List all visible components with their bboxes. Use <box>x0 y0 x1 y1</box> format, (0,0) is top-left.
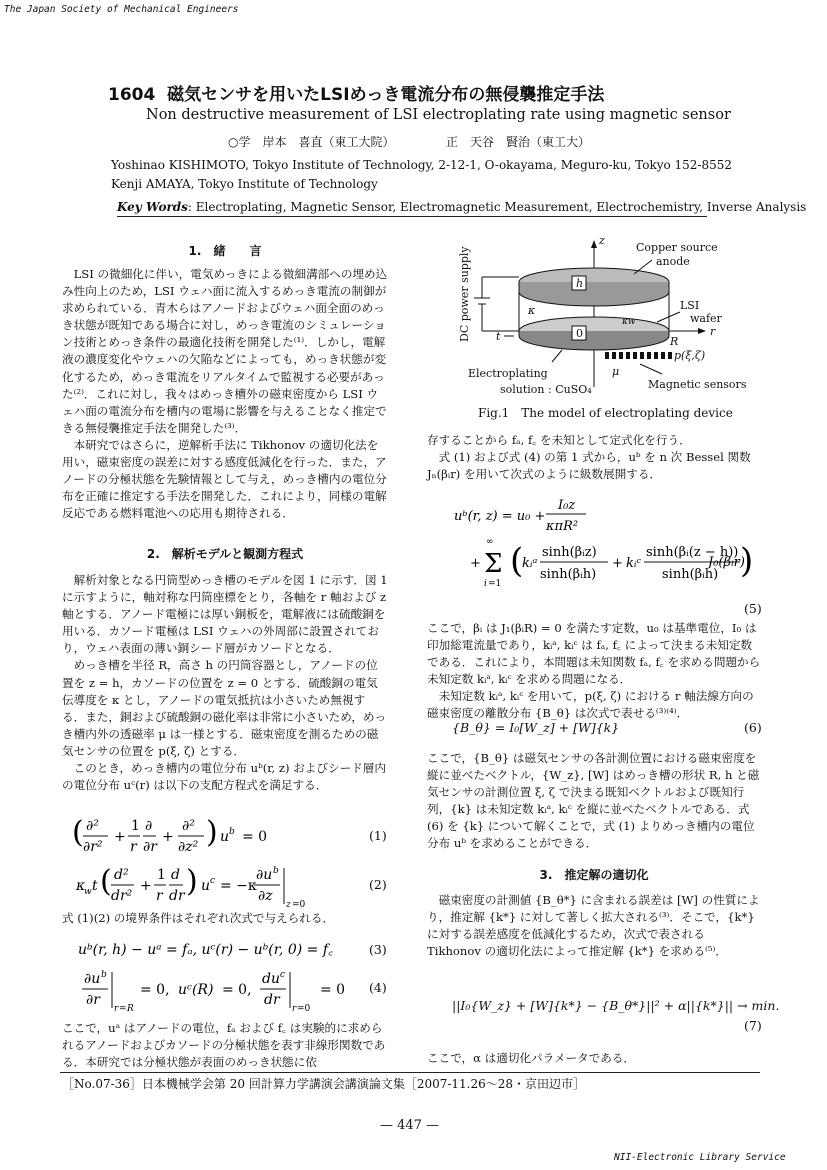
section-2-title: 2. 解析モデルと観測方程式 <box>146 547 304 561</box>
svg-text:sinh(βᵢ(z − h)): sinh(βᵢ(z − h)) <box>646 545 739 560</box>
left-bc-intro <box>62 910 388 927</box>
fig-label-lsi: LSI <box>680 299 700 312</box>
svg-text:∂z²: ∂z² <box>178 839 199 855</box>
fig-label-electroplating: Electroplating <box>468 367 548 380</box>
fig-label-kw: κw <box>622 317 636 327</box>
page-number: — 447 — <box>380 1118 440 1133</box>
svg-text:∂z: ∂z <box>258 888 273 904</box>
paragraph: 存することから fₐ, f꜀ を未知として定式化を行う． <box>427 433 691 447</box>
svg-text:= 0: = 0 <box>320 982 346 998</box>
keywords: : Electroplating, Magnetic Sensor, Electromagnetic Measurement, Electrochemistry, Inverse Analysis <box>187 200 807 214</box>
svg-text:z: z <box>286 900 291 910</box>
svg-text:du: du <box>262 971 280 987</box>
svg-text:= 0,: = 0, <box>140 982 170 998</box>
svg-text:uᵇ(r, z) = u₀ +: uᵇ(r, z) = u₀ + <box>454 509 546 524</box>
fig-label-R: R <box>670 335 679 348</box>
right-eq6-explain <box>427 750 761 853</box>
society-header: The Japan Society of Mechanical Engineers <box>4 4 239 15</box>
svg-text:∞: ∞ <box>486 537 494 547</box>
right-sec3-text <box>427 892 761 960</box>
svg-text:r: r <box>130 839 137 855</box>
equation-6: {B_θ} = I₀[W_z] + [W]{k} <box>452 720 620 735</box>
svg-text:): ) <box>186 864 198 899</box>
equation-1-label: (1) <box>369 828 387 843</box>
svg-text:): ) <box>206 815 218 850</box>
svg-text:=: = <box>119 1004 127 1014</box>
svg-text:sinh(βᵢh): sinh(βᵢh) <box>540 567 597 582</box>
left-model <box>62 572 388 794</box>
svg-text:∂u: ∂u <box>84 971 101 987</box>
svg-text:= 0: = 0 <box>242 829 268 845</box>
svg-text:(: ( <box>510 541 524 581</box>
svg-text:d²: d² <box>114 867 129 883</box>
svg-text:sinh(βᵢh): sinh(βᵢh) <box>662 567 719 582</box>
paragraph: 式 (1) および式 (4) の第 1 式から，uᵇ を n 次 Bessel 関数 Jₙ(βᵢr) を用いて次式のように級数展開する． <box>427 450 751 482</box>
affiliation-2: Kenji AMAYA, Tokyo Institute of Technology <box>111 177 378 191</box>
authors-ja-1: ○学 岸本 喜直（東工大院） <box>228 135 395 149</box>
svg-text:c: c <box>210 876 216 886</box>
figure-1 <box>452 232 782 432</box>
svg-text:b: b <box>273 866 279 876</box>
section-1-title: 1. 緒 言 <box>188 244 262 258</box>
svg-text:+: + <box>114 829 126 845</box>
paragraph: LSI の微細化に伴い，電気めっきによる微細溝部への埋め込み性向上のため，LSI ウェハ面に流入するめっき電流の制御が求められている．青木らはアノードおよびウェハ面全面のめっき状態が既知である場合に対し，めっき電流のシミュレーション技術とめっき条件の最適化技術を開発した⁽¹⁾．しかし，電解液の濃度変化やウェハの欠陥などによっても，めっき状態が変化するため，めっき電流をリアルタイムで監視する必要があった⁽²⁾．これに対し，我々はめっき槽外の磁束密度から LSI ウェハ面の電流分布を槽内の電場に影響を与えることなく推定できる無侵襲推定手法を開発した⁽³⁾． <box>62 267 388 435</box>
equation-3 <box>70 936 370 962</box>
paragraph: このとき，めっき槽内の電位分布 uᵇ(r, z) およびシード層内の電位分布 uᶜ(r) は以下の支配方程式を満足する． <box>62 761 386 793</box>
footer-rule <box>60 1072 760 1073</box>
fig-label-wafer: wafer <box>690 312 722 325</box>
fig-label-kappa: κ <box>528 304 536 317</box>
keywords-rule <box>117 216 707 217</box>
svg-text:u: u <box>220 829 230 845</box>
svg-text:dr²: dr² <box>111 888 133 904</box>
fig-label-copper: Copper source <box>636 241 718 254</box>
svg-text:uᵇ(r, h) − uᵃ = fₐ, uᶜ(r) −: uᵇ(r, h) − uᵃ = fₐ, uᶜ(r) − uᵇ(r, 0) = f꜀ <box>78 942 333 958</box>
fig-axis-z: z <box>599 234 605 247</box>
svg-text:r: r <box>156 888 163 904</box>
svg-text:dr: dr <box>169 888 185 904</box>
svg-text:sinh(βᵢz): sinh(βᵢz) <box>542 545 597 560</box>
paper-title-en: Non destructive measurement of LSI electroplating rate using magnetic sensor <box>146 107 731 123</box>
svg-text:dr: dr <box>264 992 280 1008</box>
footer-note: ［No.07-36］日本機械学会第 20 回計算力学講演会講演論文集［2007-11.26〜28・京田辺市］ <box>62 1077 586 1091</box>
paragraph: 解析対象となる円筒型めっき槽のモデルを図 1 に示す．図 1 に示すように，軸対称な円筒座標をとり，各軸を r 軸および z 軸とする．アノード電極には厚い銅板を，電解液には硫酸銅を用いる．カソード電極は LSI ウェハの外周部に設置されており，ウェハ表面の薄い銅シード層がカソードとなる． <box>62 573 388 656</box>
paragraph: ここで，α は適切化パラメータである． <box>427 1051 636 1065</box>
equation-4 <box>70 964 370 1014</box>
svg-text:(: ( <box>100 864 112 899</box>
figure-caption: Fig.1 The model of electroplating device <box>478 406 733 420</box>
svg-text:+: + <box>162 829 174 845</box>
svg-text:∂²: ∂² <box>182 818 195 834</box>
svg-text:I₀z: I₀z <box>558 498 576 513</box>
equation-5-label: (5) <box>744 601 762 616</box>
svg-text:t: t <box>92 878 98 894</box>
svg-text:= −κ: = −κ <box>220 878 257 894</box>
svg-text:kᵢᵃ: kᵢᵃ <box>522 556 538 571</box>
svg-text:∂r²: ∂r² <box>83 839 103 855</box>
svg-text:): ) <box>740 541 754 581</box>
paragraph: 式 (1)(2) の境界条件はそれぞれ次式で与えられる． <box>62 911 335 925</box>
svg-text:d: d <box>171 867 180 883</box>
fig-label-anode: anode <box>656 255 690 268</box>
fig-label-0: 0 <box>576 327 583 340</box>
svg-text:+: + <box>140 878 152 894</box>
paragraph: ここで，uᵃ はアノードの電位，fₐ および f꜀ は実験的に求められるアノードおよびカソードの分極状態を表す非線形関数である．本研究では分極状態が表面のめっき状態に依 <box>62 1021 386 1070</box>
svg-text:r: r <box>292 1004 297 1014</box>
keywords-label: Key Words <box>117 200 188 214</box>
svg-text:=0: =0 <box>297 1004 311 1014</box>
svg-text:R: R <box>127 1004 134 1014</box>
svg-text:=1: =1 <box>488 579 502 589</box>
right-closing <box>427 1050 761 1067</box>
equation-5 <box>440 492 770 602</box>
paper-number: 1604 <box>108 85 156 105</box>
svg-text:J₀(βᵢr): J₀(βᵢr) <box>708 555 745 570</box>
svg-text:b: b <box>229 827 235 837</box>
section-3-title: 3. 推定解の適切化 <box>539 868 649 882</box>
equation-4-label: (4) <box>369 980 387 995</box>
authors-ja-2: 正 天谷 賢治（東工大） <box>446 135 591 149</box>
svg-text:b: b <box>101 970 107 980</box>
svg-text:Σ: Σ <box>484 549 503 579</box>
equation-3-label: (3) <box>369 942 387 957</box>
fig-label-p: p(ξ,ζ) <box>674 349 706 362</box>
svg-text:u: u <box>201 878 211 894</box>
equation-2 <box>70 860 390 912</box>
equation-1 <box>70 812 390 860</box>
paragraph: 未知定数 kᵢᵃ, kᵢᶜ を用いて，p(ξ, ζ) における r 軸法線方向の磁束密度の離散分布 {B_θ} は次式で表せる⁽³⁾⁽⁴⁾． <box>427 689 754 721</box>
svg-text:∂r: ∂r <box>143 839 157 855</box>
svg-text:∂r: ∂r <box>86 992 100 1008</box>
svg-text:=0: =0 <box>292 900 306 910</box>
svg-text:= 0,: = 0, <box>222 982 252 998</box>
equation-5-tail <box>708 552 768 572</box>
svg-text:+: + <box>612 556 623 571</box>
svg-text:∂: ∂ <box>145 818 153 834</box>
equation-7-label: (7) <box>744 1018 762 1033</box>
svg-text:c: c <box>280 970 286 980</box>
fig-axis-r: r <box>710 325 716 338</box>
svg-text:1: 1 <box>131 818 140 834</box>
right-top-text <box>427 432 761 483</box>
equation-2-label: (2) <box>369 877 387 892</box>
svg-text:kᵢᶜ: kᵢᶜ <box>626 556 642 571</box>
paper-title-ja: 磁気センサを用いたLSIめっき電流分布の無侵襲推定手法 <box>167 85 605 105</box>
keywords-line <box>117 200 806 214</box>
fig-label-sensors: Magnetic sensors <box>648 378 747 391</box>
paragraph: めっき槽を半径 R，高さ h の円筒容器とし，アノードの位置を z = h，カソードの位置を z = 0 とする．硫酸銅の電気伝導度を κ とし，アノードの電気抵抗は小さいため無視する．また，銅および硫酸銅の磁化率は非常に小さいため，めっき槽内外の透磁率 μ は一様とする．磁束密度を測るための磁気センサの位置を p(ξ, ζ) とする． <box>62 658 387 758</box>
fig-label-dc: DC power supply <box>458 246 471 342</box>
paper-title <box>108 80 604 105</box>
svg-text:+: + <box>470 556 481 571</box>
affiliation-1: Yoshinao KISHIMOTO, Tokyo Institute of Technology, 2-12-1, O-okayama, Meguro-ku, Tokyo 152-8552 <box>111 158 733 172</box>
svg-text:κ: κ <box>76 878 86 894</box>
svg-text:i: i <box>484 579 487 589</box>
equation-7: ||I₀{W_z} + [W]{k*} − {B_θ*}||² + α||{k*}|| → min. <box>452 998 780 1013</box>
svg-text:κπR²: κπR² <box>546 519 579 534</box>
svg-text:uᶜ(R): uᶜ(R) <box>178 982 214 998</box>
svg-text:(: ( <box>72 815 84 850</box>
paragraph: ここで，βᵢ は J₁(βᵢR) = 0 を満たす定数，u₀ は基準電位，I₀ は印加総電流量であり，kᵢᵃ, kᵢᶜ は fₐ, f꜀ によって決まる未知定数である．これにより，本問題は未知関数 fₐ, f꜀ を求める問題から未知定数 kᵢᵃ, kᵢᶜ を求める問題になる． <box>427 621 761 687</box>
fig-label-mu: μ <box>612 365 620 378</box>
svg-text:1: 1 <box>157 867 166 883</box>
equation-6-label: (6) <box>744 720 762 735</box>
svg-text:w: w <box>84 887 92 897</box>
paragraph: 磁束密度の計測値 {B_θ*} に含まれる誤差は [W] の性質により，推定解 {k*} に対して著しく拡大される⁽³⁾．そこで，{k*} に対する誤差感度を低減化するため，次式で表される Tikhonov の適切化法によって推定解 {k*} を求める⁽⁵⁾． <box>427 893 760 959</box>
svg-text:∂u: ∂u <box>256 867 273 883</box>
svg-text:r: r <box>114 1004 119 1014</box>
left-bc-explain <box>62 1020 388 1071</box>
svg-text:∂²: ∂² <box>86 818 99 834</box>
paragraph: 本研究ではさらに，逆解析手法に Tikhonov の適切化法を用い，磁束密度の誤差に対する感度低減化を行った．また，アノードの分極状態を先験情報として与え，めっき槽内の電位分布を正確に推定する手法を開発した．これにより，同様の電解反応である燃料電池への応用も期待される． <box>62 437 387 521</box>
service-footer: NII-Electronic Library Service <box>614 1152 786 1163</box>
right-mid-text <box>427 620 761 723</box>
paragraph: ここで，{B_θ} は磁気センサの各計測位置における磁束密度を縦に並べたベクトル，{W_z}, [W] はめっき槽の形状 R, h と磁気センサの計測位置 ξ, ζ で決まる既知ベクトルおよび既知行列，{k} は未知定数 kᵢᵃ, kᵢᶜ を縦に並べたベクトルである．式 (6) を {k} について解くことで，式 (1) よりめっき槽内の電位分布 uᵇ を求めることができる． <box>427 751 760 851</box>
fig-label-t: t <box>496 330 501 343</box>
left-intro <box>62 266 388 522</box>
fig-label-h: h <box>576 277 584 290</box>
fig-label-solution: solution : CuSO₄ <box>500 383 592 396</box>
